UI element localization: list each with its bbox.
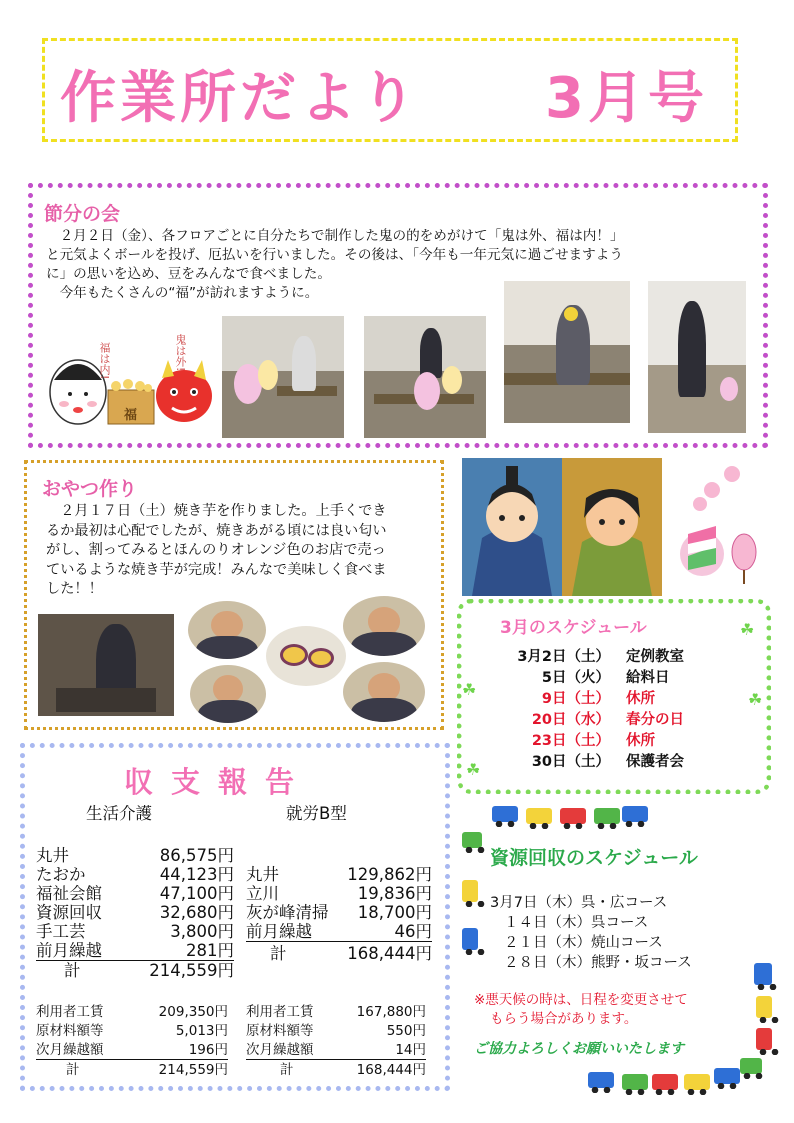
setsubun-photo-1 <box>222 316 344 438</box>
schedule-event: 給料日 <box>626 670 670 686</box>
expense-label: 原材料額等 <box>246 1023 314 1039</box>
expense-total-label: 計 <box>66 1062 80 1078</box>
schedule-date: 3月2日（土） <box>517 649 610 665</box>
car-icon <box>684 1074 710 1090</box>
income-value: 86,575円 <box>159 846 234 865</box>
setsubun-illustration <box>44 330 214 430</box>
income-value: 281円 <box>186 941 234 960</box>
income-value: 19,836円 <box>357 884 432 903</box>
car-icon <box>622 1074 648 1090</box>
oyatsu-line: ２月１７日（土）焼き芋を作りました。上手くでき <box>46 503 387 519</box>
oyatsu-photo-grill <box>38 614 174 716</box>
income-label: 丸井 <box>36 846 69 865</box>
truck-icon <box>714 1068 740 1084</box>
income-value: 47,100円 <box>159 884 234 903</box>
oyatsu-line: した！！ <box>46 581 103 597</box>
oyatsu-photo-eating-1 <box>188 601 266 659</box>
expense-total-label: 計 <box>280 1062 294 1078</box>
recycle-note: もらう場合があります。 <box>490 1011 638 1027</box>
income-label: 前月繰越 <box>246 922 312 941</box>
hina-dolls-artwork <box>462 458 662 596</box>
setsubun-photo-2 <box>364 316 486 438</box>
setsubun-line: に」の思いを込め、豆をみんなで食べました。 <box>46 266 331 282</box>
expense-label: 利用者工賃 <box>246 1004 314 1020</box>
income-value: 18,700円 <box>357 903 432 922</box>
income-total-label: 計 <box>270 944 287 963</box>
car-icon <box>756 996 772 1018</box>
schedule-date: 9日（土） <box>541 691 610 707</box>
schedule-event: 休所 <box>626 691 655 707</box>
income-label: たおか <box>36 865 86 884</box>
newsletter-issue: 3月号 <box>545 66 708 131</box>
oni-speech: 鬼は外! <box>174 334 187 372</box>
hina-dolls-illustration <box>462 458 662 596</box>
oyatsu-line: がし、割ってみるとほんのりオレンジ色のお店で売っ <box>46 542 386 558</box>
schedule-date: 5日（火） <box>541 670 610 686</box>
truck-icon <box>622 806 648 822</box>
income-value: 46円 <box>394 922 432 941</box>
report-title: 収支報告 <box>124 765 313 799</box>
setsubun-line: ２月２日（金）、各フロアごとに自分たちで制作した鬼の的をめがけて「鬼は外、福は内！」 <box>46 228 624 244</box>
clover-icon: ☘ <box>466 760 481 779</box>
sakura-icon <box>672 460 772 590</box>
recycle-note: ※悪天候の時は、日程を変更させて <box>474 992 688 1008</box>
report-left-heading: 生活介護 <box>86 804 152 823</box>
car-icon <box>652 1074 678 1090</box>
income-label: 資源回収 <box>36 903 102 922</box>
income-total-label: 計 <box>64 961 81 980</box>
schedule-event: 休所 <box>626 733 655 749</box>
schedule-heading: 3月のスケジュール <box>500 618 647 638</box>
expense-value: 209,350円 <box>158 1004 228 1020</box>
oyatsu-line: るか最初は心配でしたが、焼きあがる頃には良い匂い <box>46 522 387 539</box>
car-icon <box>560 808 586 824</box>
setsubun-heading: 節分の会 <box>44 203 121 225</box>
clover-icon: ☘ <box>748 690 763 709</box>
recycle-heading: 資源回収のスケジュール <box>490 847 698 869</box>
clover-icon: ☘ <box>462 680 477 699</box>
schedule-date: 20日（水） <box>531 712 610 728</box>
recycle-row: １４日（木）呉コース <box>504 915 649 931</box>
report-right-heading: 就労B型 <box>286 804 347 823</box>
truck-icon <box>754 963 772 985</box>
oyatsu-photo-sweet-potato <box>266 626 346 686</box>
oyatsu-photo-eating-4 <box>343 662 425 722</box>
expense-total-value: 168,444円 <box>356 1062 426 1078</box>
expense-label: 次月繰越額 <box>246 1042 314 1058</box>
expense-label: 利用者工賃 <box>36 1004 104 1020</box>
expense-total-value: 214,559円 <box>158 1062 228 1078</box>
recycle-row: ２１日（木）焼山コース <box>504 935 663 951</box>
income-value: 3,800円 <box>170 922 234 941</box>
car-icon <box>740 1058 762 1074</box>
schedule-date: 23日（土） <box>531 733 610 749</box>
expense-label: 原材料額等 <box>36 1023 104 1039</box>
car-icon <box>462 832 482 848</box>
truck-icon <box>462 928 478 950</box>
truck-icon <box>492 806 518 822</box>
income-total-value: 168,444円 <box>347 944 432 963</box>
setsubun-photo-4 <box>648 281 746 433</box>
recycle-row: ２８日（木）熊野・坂コース <box>504 955 692 971</box>
income-label: 灰が峰清掃 <box>246 903 329 922</box>
oyatsu-heading: おやつ作り <box>42 478 138 500</box>
car-icon <box>462 880 478 902</box>
mame-box-label: 福 <box>124 408 138 423</box>
schedule-event: 春分の日 <box>626 712 684 728</box>
schedule-event: 定例教室 <box>626 649 684 665</box>
expense-value: 196円 <box>188 1042 228 1058</box>
oyatsu-photo-eating-2 <box>343 596 425 656</box>
income-label: 手工芸 <box>36 922 86 941</box>
car-icon <box>594 808 620 824</box>
recycle-thanks: ご協力よろしくお願いいたします <box>474 1041 684 1057</box>
income-value: 129,862円 <box>347 865 432 884</box>
income-label: 前月繰越 <box>36 941 102 960</box>
oyatsu-line: ているような焼き芋が完成！みんなで美味しく食べま <box>46 561 387 578</box>
otafuku-speech: 福は内! <box>98 342 111 380</box>
income-label: 丸井 <box>246 865 279 884</box>
income-value: 32,680円 <box>159 903 234 922</box>
newsletter-title: 作業所だより <box>60 66 420 131</box>
oyatsu-photo-eating-3 <box>190 665 266 723</box>
clover-icon: ☘ <box>740 620 755 639</box>
truck-icon <box>588 1072 614 1088</box>
expense-value: 14円 <box>395 1042 426 1058</box>
income-label: 福祉会館 <box>36 884 102 903</box>
setsubun-line: と元気よくボールを投げ、厄払いを行いました。その後は、「今年も一年元気に過ごせますよう <box>46 247 623 263</box>
income-label: 立川 <box>246 884 279 903</box>
oyatsu-body <box>46 502 438 600</box>
expense-value: 5,013円 <box>175 1023 228 1039</box>
car-icon <box>526 808 552 824</box>
car-icon <box>756 1028 772 1050</box>
schedule-date: 30日（土） <box>531 754 610 770</box>
recycle-row: 3月7日（木）呉・広コース <box>490 895 668 911</box>
income-total-value: 214,559円 <box>149 961 234 980</box>
expense-value: 550円 <box>386 1023 426 1039</box>
income-value: 44,123円 <box>159 865 234 884</box>
schedule-event: 保護者会 <box>626 754 684 770</box>
expense-value: 167,880円 <box>356 1004 426 1020</box>
setsubun-line: 今年もたくさんの“福”が訪れますように。 <box>46 285 319 301</box>
setsubun-photo-3 <box>504 281 630 423</box>
expense-label: 次月繰越額 <box>36 1042 104 1058</box>
sakura-lantern-decoration <box>672 460 772 590</box>
